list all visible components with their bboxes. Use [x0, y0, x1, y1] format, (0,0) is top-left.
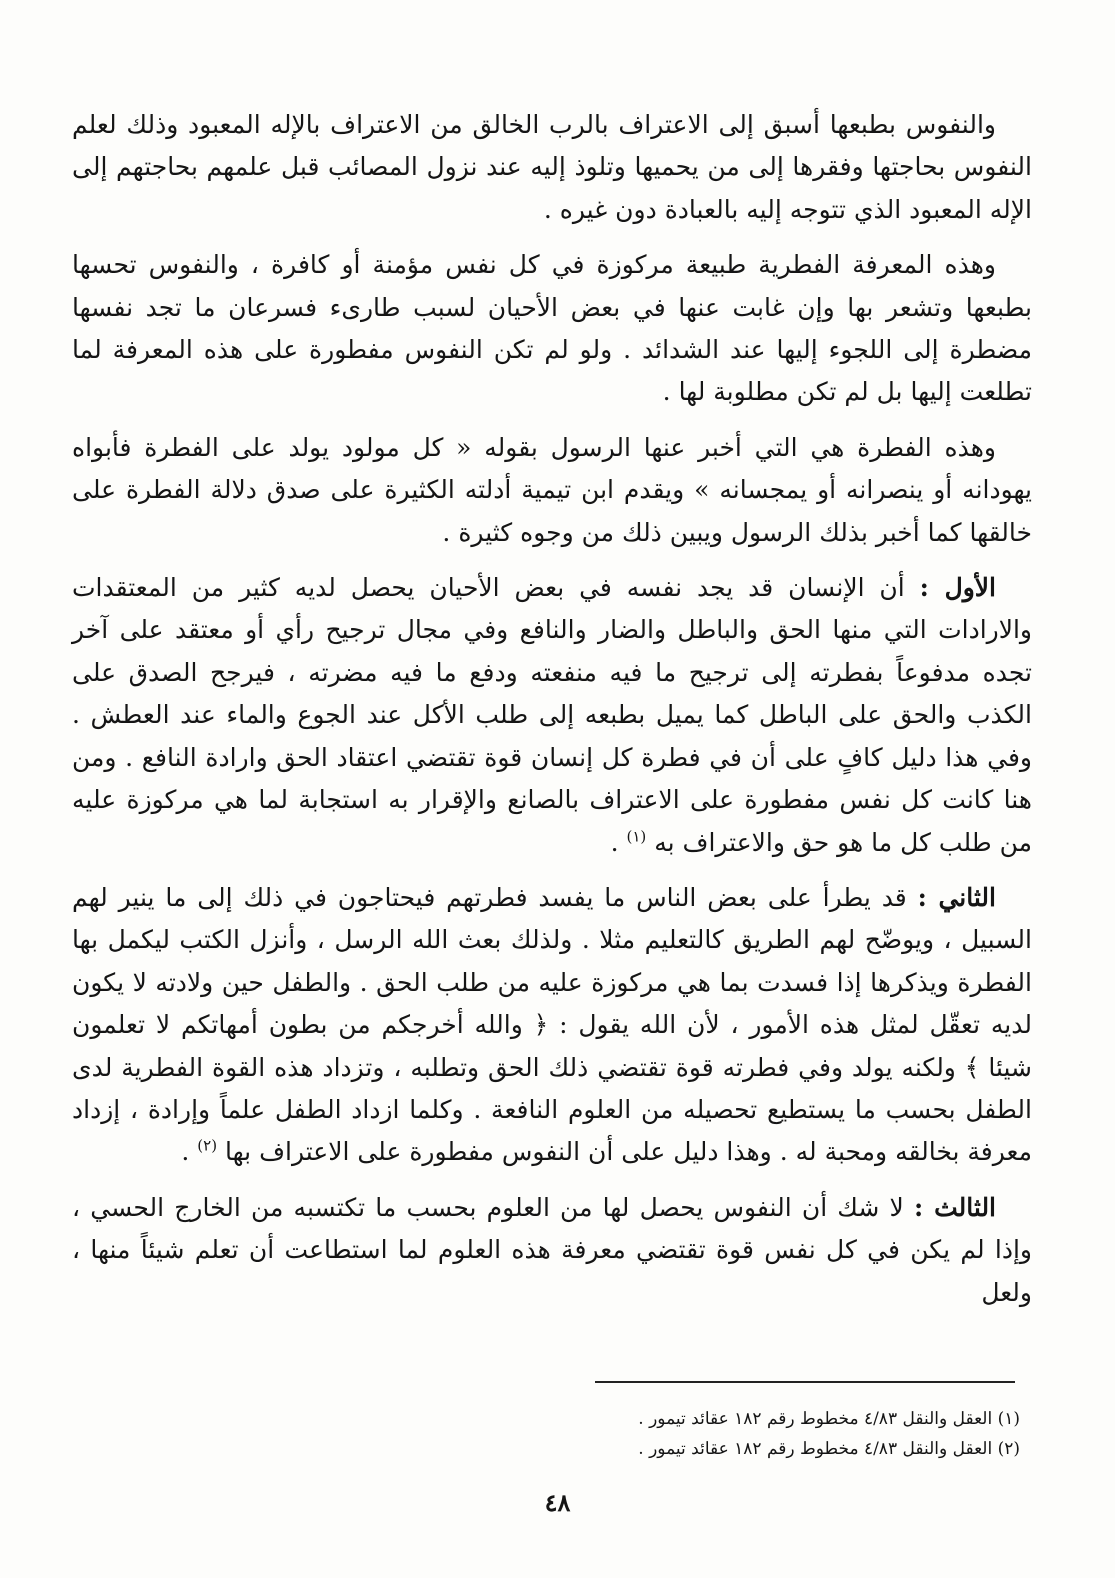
footnote: (٢) العقل والنقل ٤/٨٣ مخطوط رقم ١٨٢ عقائد تيمور . [638, 1439, 1020, 1459]
point-heading: الأول : [919, 573, 997, 603]
footnote-divider [595, 1381, 1015, 1383]
paragraph [72, 104, 1032, 231]
paragraph-third-point [72, 1187, 1032, 1314]
point-heading: الثالث : [913, 1192, 997, 1222]
page-number: ٤٨ [544, 1488, 571, 1517]
paragraph-first-point: الأول : أن الإنسان قد يجد نفسه في بعض الأحيان يحصل لديه كثير من المعتقدات والارادات التي منها الحق والباطل والضار والنافع وفي مجال ترجيح رأي أو معتقد على آخر تجده مدفوعاً بفطرته إلى ترجيح ما فيه منفعته ودفع ما فيه مضرته ، فيرجح الصدق على الكذب والحق على الباطل كما يميل بطبعه إلى طلب الأكل عند الجوع والماء عند العطش . وفي هذا دليل كافٍ على أن في فطرة كل إنسان قوة تقتضي اعتقاد الحق وارادة النافع . ومن هنا كانت كل نفس مفطورة على الاعتراف بالصانع والإقرار به استجابة لما هي مركوزة عليه من طلب كل ما هو حق والاعتراف به $^{(١)}$ . [72, 573, 1032, 857]
paragraph [72, 427, 1032, 554]
paragraph-text: قد يطرأ على بعض الناس ما يفسد فطرتهم فيحتاجون في ذلك إلى ما ينير لهم السبيل ، ويوضّح لهم الطريق كالتعليم مثلا . ولذلك بعث الله الرسل ، وأنزل الكتب ليكمل بها الفطرة ويذكرها إذا فسدت بما هي مركوزة عليه من طلب الحق . والطفل حين ولادته لا يكون لديه تعقّل لمثل هذه الأمور ، لأن الله يقول : ﴿ والله أخرجكم من بطون أمهاتكم لا تعلمون شيئا ﴾ ولكنه يولد وفي فطرته قوة تقتضي ذلك الحق وتطلبه ، وتزداد هذه القوة الفطرية لدى الطفل بحسب ما يستطيع تحصيله من العلوم النافعة . وكلما ازداد الطفل علماً وإرادة ، إزداد معرفة بخالقه ومحبة له . وهذا دليل على أن النفوس مفطورة على الاعتراف بها [72, 882, 1032, 1167]
page-body [72, 104, 1032, 1327]
point-heading: الثاني : [917, 882, 996, 912]
paragraph-text: لا شك أن النفوس يحصل لها من العلوم بحسب ما تكتسبه من الخارج الحسي ، وإذا لم يكن في كل نفس قوة تقتضي معرفة هذه العلوم لما استطاعت أن تعلم شيئاً منها ، ولعل [72, 1192, 1032, 1307]
footnote-reference: (١) [626, 827, 647, 846]
paragraph-text: وهذه الفطرة هي التي أخبر عنها الرسول بقوله « كل مولود يولد على الفطرة فأبواه يهودانه أو ينصرانه أو يمجسانه » ويقدم ابن تيمية أدلته الكثيرة على صدق دلالة الفطرة على خالقها كما أخبر بذلك الرسول ويبين ذلك من وجوه كثيرة . [72, 432, 1032, 547]
footnotes [300, 1404, 1020, 1464]
paragraph-text: والنفوس بطبعها أسبق إلى الاعتراف بالرب الخالق من الاعتراف بالإله المعبود وذلك لعلم النفوس بحاجتها وفقرها إلى من يحميها وتلوذ إليه عند نزول المصائب قبل علمهم بحاجتهم إلى الإله المعبود الذي تتوجه إليه بالعبادة دون غيره . [72, 110, 1032, 224]
paragraph-text: وهذه المعرفة الفطرية طبيعة مركوزة في كل نفس مؤمنة أو كافرة ، والنفوس تحسها بطبعها وتشعر بها وإن غابت عنها في بعض الأحيان لسبب طارىء فسرعان ما تجد نفسها مضطرة إلى اللجوء إليها عند الشدائد . ولو لم تكن النفوس مفطورة على هذه المعرفة لما تطلعت إليها بل لم تكن مطلوبة لها . [72, 250, 1032, 407]
paragraph-second-point: الثاني : قد يطرأ على بعض الناس ما يفسد فطرتهم فيحتاجون في ذلك إلى ما ينير لهم السبيل ، ويوضّح لهم الطريق كالتعليم مثلا . ولذلك بعث الله الرسل ، وأنزل الكتب ليكمل بها الفطرة ويذكرها إذا فسدت بما هي مركوزة عليه من طلب الحق . والطفل حين ولادته لا يكون لديه تعقّل لمثل هذه الأمور ، لأن الله يقول : ﴿ والله أخرجكم من بطون أمهاتكم لا تعلمون شيئا ﴾ ولكنه يولد وفي فطرته قوة تقتضي ذلك الحق وتطلبه ، وتزداد هذه القوة الفطرية لدى الطفل بحسب ما يستطيع تحصيله من العلوم النافعة . وكلما ازداد الطفل علماً وإرادة ، إزداد معرفة بخالقه ومحبة له . وهذا دليل على أن النفوس مفطورة على الاعتراف بها $^{(٢)}$ . [72, 882, 1032, 1167]
footnote-reference: (٢) [197, 1137, 218, 1156]
footnote: (١) العقل والنقل ٤/٨٣ مخطوط رقم ١٨٢ عقائد تيمور . [638, 1409, 1020, 1429]
paragraph-text: أن الإنسان قد يجد نفسه في بعض الأحيان يحصل لديه كثير من المعتقدات والارادات التي منها الحق والباطل والضار والنافع وفي مجال ترجيح رأي أو معتقد على آخر تجده مدفوعاً بفطرته إلى ترجيح ما فيه منفعته ودفع ما فيه مضرته ، فيرجح الصدق على الكذب والحق على الباطل كما يميل بطبعه إلى طلب الأكل عند الجوع والماء عند العطش . وفي هذا دليل كافٍ على أن في فطرة كل إنسان قوة تقتضي اعتقاد الحق وارادة النافع . ومن هنا كانت كل نفس مفطورة على الاعتراف بالصانع والإقرار به استجابة لما هي مركوزة عليه من طلب كل ما هو حق والاعتراف به [72, 573, 1032, 857]
paragraph [72, 244, 1032, 414]
